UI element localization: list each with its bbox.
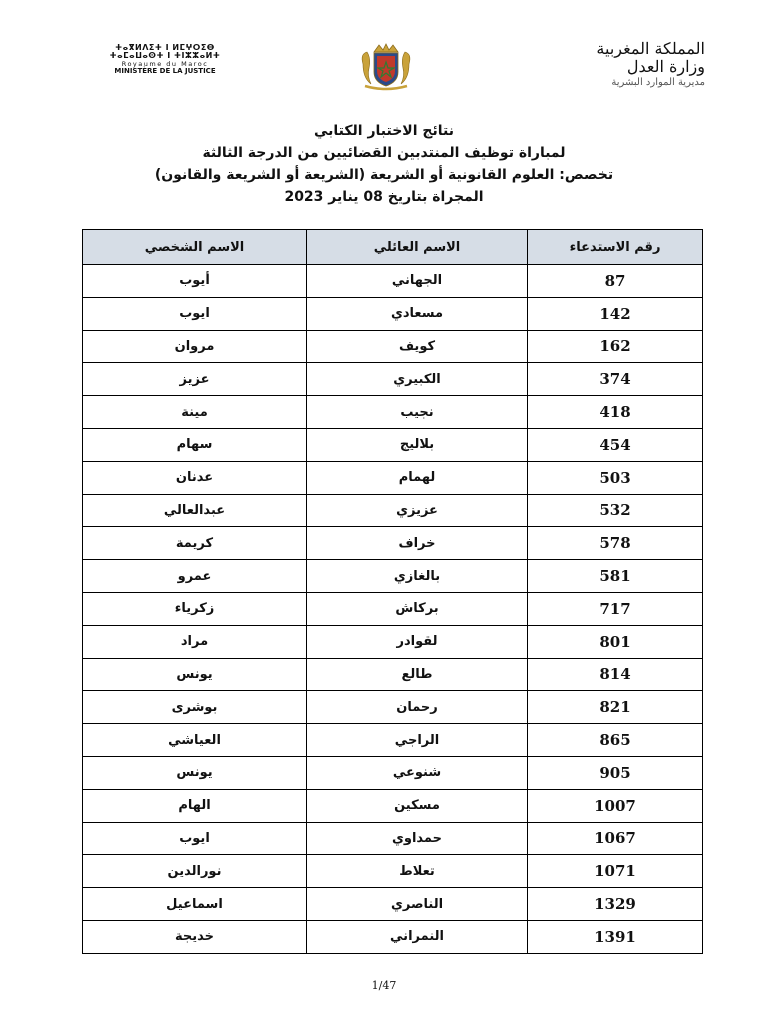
table-row	[83, 527, 703, 560]
family-name-cell: تعلاط	[307, 855, 528, 888]
given-name-cell: نورالدين	[83, 855, 307, 888]
convocation-number-cell: 865	[528, 724, 703, 757]
given-name-cell: يونس	[83, 756, 307, 789]
convocation-number-cell: 905	[528, 756, 703, 789]
given-name-cell: سهام	[83, 428, 307, 461]
table-row	[83, 396, 703, 429]
given-name-cell: أيوب	[83, 265, 307, 298]
table-row	[83, 888, 703, 921]
convocation-number-cell: 532	[528, 494, 703, 527]
family-name-cell: النمراني	[307, 920, 528, 953]
header-family-name: الاسم العائلي	[307, 230, 528, 265]
given-name-cell: مراد	[83, 625, 307, 658]
family-name-cell: مسكين	[307, 789, 528, 822]
table-row	[83, 658, 703, 691]
given-name-cell: الهام	[83, 789, 307, 822]
family-name-cell: خراف	[307, 527, 528, 560]
table-row	[83, 494, 703, 527]
family-name-cell: شنوعي	[307, 756, 528, 789]
convocation-number-cell: 1329	[528, 888, 703, 921]
family-name-cell: عزيزي	[307, 494, 528, 527]
heading-title: نتائج الاختبار الكتابي	[314, 123, 454, 139]
family-name-cell: لقوادر	[307, 625, 528, 658]
convocation-number-cell: 87	[528, 265, 703, 298]
table-row	[83, 461, 703, 494]
convocation-number-cell: 578	[528, 527, 703, 560]
ministry-logo-ar	[570, 40, 705, 88]
given-name-cell: مروان	[83, 330, 307, 363]
table-row	[83, 428, 703, 461]
given-name-cell: خديجة	[83, 920, 307, 953]
family-name-cell: نجيب	[307, 396, 528, 429]
convocation-number-cell: 1071	[528, 855, 703, 888]
family-name-cell: الناصري	[307, 888, 528, 921]
given-name-cell: عزيز	[83, 363, 307, 396]
convocation-number-cell: 821	[528, 691, 703, 724]
given-name-cell: يونس	[83, 658, 307, 691]
convocation-number-cell: 1391	[528, 920, 703, 953]
results-table	[82, 229, 703, 954]
table-row	[83, 625, 703, 658]
convocation-number-cell: 581	[528, 560, 703, 593]
given-name-cell: عدنان	[83, 461, 307, 494]
convocation-number-cell: 717	[528, 592, 703, 625]
table-row	[83, 724, 703, 757]
given-name-cell: اسماعيل	[83, 888, 307, 921]
given-name-cell: بوشرى	[83, 691, 307, 724]
family-name-cell: بالغازي	[307, 560, 528, 593]
table-row	[83, 756, 703, 789]
logo-kingdom-ar-text: المملكة المغربية	[596, 39, 705, 58]
family-name-cell: بلاليج	[307, 428, 528, 461]
convocation-number-cell: 814	[528, 658, 703, 691]
family-name-cell: طالع	[307, 658, 528, 691]
family-name-cell: بركاش	[307, 592, 528, 625]
header-given-name: الاسم الشخصي	[83, 230, 307, 265]
table-row	[83, 789, 703, 822]
given-name-cell: كريمة	[83, 527, 307, 560]
convocation-number-cell: 801	[528, 625, 703, 658]
family-name-cell: حمداوي	[307, 822, 528, 855]
document-heading	[120, 120, 648, 208]
logo-ministry-ar-text: وزارة العدل	[626, 57, 705, 77]
given-name-cell: ايوب	[83, 297, 307, 330]
page-number: 1/47	[371, 979, 397, 992]
convocation-number-cell: 454	[528, 428, 703, 461]
given-name-cell: ايوب	[83, 822, 307, 855]
family-name-cell: الكبيري	[307, 363, 528, 396]
logo-tifinagh-text: ⵜⴰⴳⵍⴷⵉⵜ ⵏ ⵍⵎⵖⵔⵉⴱ ⵜⴰⵎⴰⵡⴰⵙⵜ ⵏ ⵜⵏⵣⵣⴰⵍⵜ	[109, 43, 221, 61]
convocation-number-cell: 418	[528, 396, 703, 429]
given-name-cell: زكرياء	[83, 592, 307, 625]
table-row	[83, 855, 703, 888]
table-row	[83, 822, 703, 855]
logo-ministry-text: MINISTÈRE DE LA JUSTICE	[114, 66, 216, 75]
convocation-number-cell: 1007	[528, 789, 703, 822]
heading-competition: لمباراة توظيف المنتدبين القضائيين من الدرجة الثالثة	[202, 145, 566, 161]
family-name-cell: مسعادي	[307, 297, 528, 330]
convocation-number-cell: 374	[528, 363, 703, 396]
convocation-number-cell: 162	[528, 330, 703, 363]
convocation-number-cell: 142	[528, 297, 703, 330]
family-name-cell: رحمان	[307, 691, 528, 724]
given-name-cell: العياشي	[83, 724, 307, 757]
given-name-cell: عبدالعالي	[83, 494, 307, 527]
table-row	[83, 297, 703, 330]
logo-kingdom-text: Royaume du Maroc	[121, 59, 209, 68]
logo-directorate-ar-text: مديرية الموارد البشرية	[611, 76, 705, 88]
table-row	[83, 560, 703, 593]
family-name-cell: كويف	[307, 330, 528, 363]
table-row	[83, 920, 703, 953]
family-name-cell: الراجي	[307, 724, 528, 757]
family-name-cell: لهمام	[307, 461, 528, 494]
table-row	[83, 363, 703, 396]
given-name-cell: مينة	[83, 396, 307, 429]
convocation-number-cell: 503	[528, 461, 703, 494]
convocation-number-cell: 1067	[528, 822, 703, 855]
given-name-cell: عمرو	[83, 560, 307, 593]
heading-date: المجراة بتاريخ 08 يناير 2023	[284, 189, 484, 205]
table-row	[83, 330, 703, 363]
table-header-row	[83, 230, 703, 265]
ministry-logo-fr	[100, 44, 230, 75]
table-row	[83, 265, 703, 298]
family-name-cell: الجهاني	[307, 265, 528, 298]
coat-of-arms-icon	[357, 42, 415, 92]
header-convocation-number: رقم الاستدعاء	[528, 230, 703, 265]
heading-specialty: تخصص: العلوم القانونية أو الشريعة (الشريعة أو الشريعة والقانون)	[154, 167, 614, 183]
table-row	[83, 691, 703, 724]
table-row	[83, 592, 703, 625]
